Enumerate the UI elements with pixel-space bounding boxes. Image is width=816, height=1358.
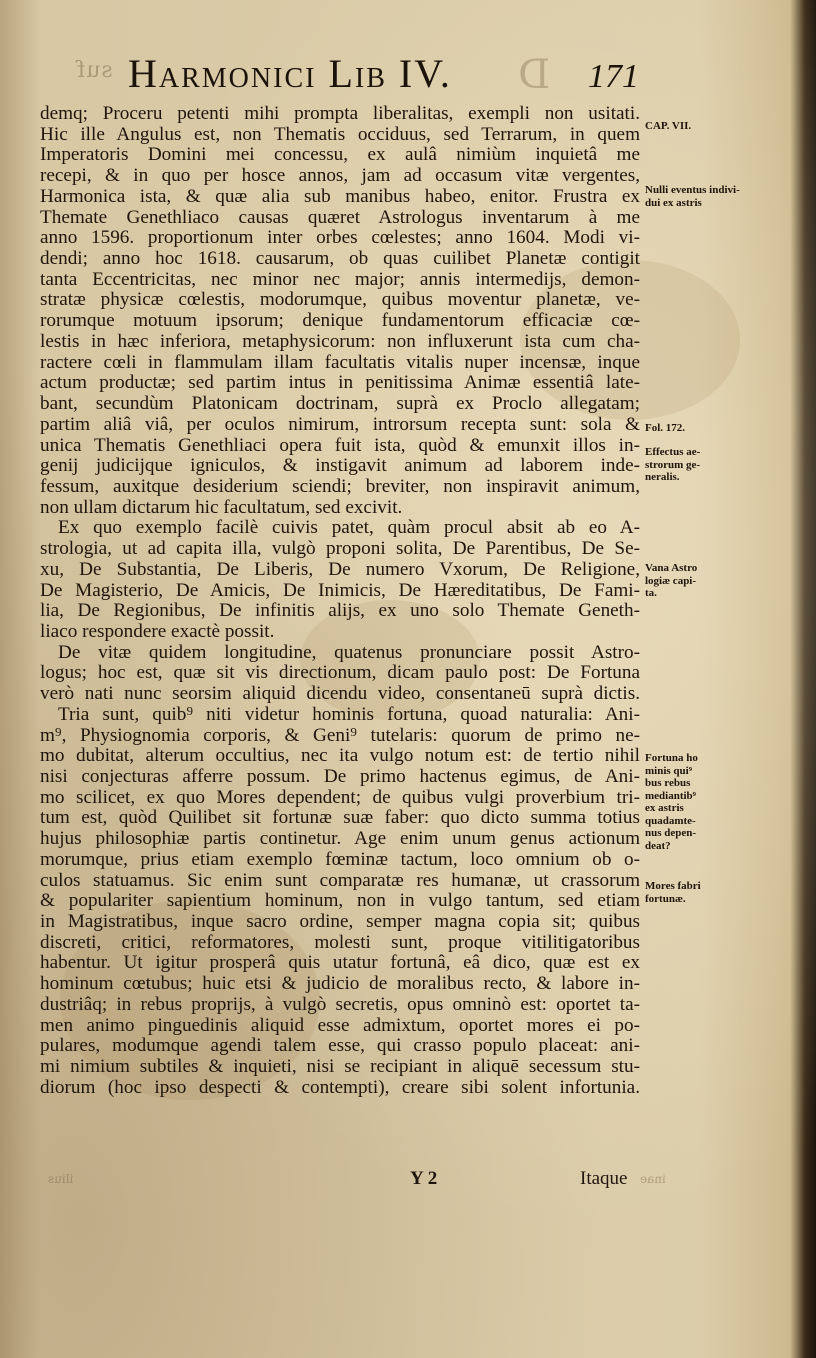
text-line: liaco respondere exactè possit. <box>40 620 275 642</box>
text-line: partim aliâ viâ, per oculos nimirum, introrsum recepta sunt: sola & <box>40 413 640 435</box>
text-line: culos statuamus. Sic enim sunt comparatæ res humanæ, ut crassorum <box>40 869 640 891</box>
body-text <box>40 104 640 1099</box>
text-line: dendi; anno hoc 1618. causarum, ob quas cuilibet Planetæ contigit <box>40 248 640 270</box>
page-number: 171 <box>588 58 639 95</box>
text-line: bant, secundùm Platonicam doctrinam, suprà ex Proclo allegatam; <box>40 393 640 415</box>
text-line: mo scilicet, ex quo Mores dependent; de quibus vulgi proverbium tri- <box>40 786 640 808</box>
text-line: hominum cœtubus; huic etsi & judicio de moralibus recto, & labore in- <box>40 973 640 995</box>
catchword: Itaque <box>580 1168 628 1189</box>
text-line: xu, De Substantia, De Liberis, De numero Vxorum, De Religione, <box>40 558 640 580</box>
bleed-through-text: suf <box>76 58 113 83</box>
margin-note-vana: Vana Astro logiæ capi- ta. <box>645 562 698 599</box>
text-line: habentur. Ut igitur prosperâ quis utatur fortunâ, eâ dico, quæ est ex <box>40 952 640 974</box>
margin-note-folio-ref: Fol. 172. <box>645 422 686 434</box>
text-line: Harmonica ista, & quæ alia sub manibus habeo, enitor. Frustra ex <box>40 185 640 207</box>
text-line: demq; Proceru petenti mihi prompta liberalitas, exempli non usitati. <box>40 103 640 124</box>
signature-mark: Y 2 <box>410 1168 438 1189</box>
text-line: Ex quo exemplo facilè cuivis patet, quàm procul absit ab eo A- <box>58 517 640 539</box>
text-line: rorumque motuum ipsorum; denique fundamentorum efficaciæ cœ- <box>40 310 640 332</box>
text-line: logus; hoc est, quæ sit vis directionum, dicam paulo post: De Fortuna <box>40 662 640 684</box>
text-line: lestis in hæc inferiora, metaphysicorum: non influxerunt ista cum cha- <box>40 330 640 352</box>
text-line: dustriâq; in rebus proprijs, à vulgò secretis, opus omninò est: oportet ta- <box>40 993 640 1015</box>
text-line: & populariter sapientium hominum, non in vulgo tantum, sed etiam <box>40 890 640 912</box>
margin-note-chapter: CAP. VII. <box>645 120 692 132</box>
text-line: Hic ille Angulus est, non Thematis occiduus, sed Terrarum, in quem <box>40 123 640 145</box>
margin-note-effectus: Effectus ae- strorum ge- neralis. <box>645 446 701 483</box>
text-line: stratæ physicæ cœlestis, modorumque, quibus moventur planetæ, ve- <box>40 289 640 311</box>
text-line: fessum, auxitque desiderium sciendi; breviter, non inspiravit animum, <box>40 475 640 497</box>
text-line: non ullam dictarum hic facultatum, sed excivit. <box>40 496 403 518</box>
text-line: mo dubitat, alterum occultius, nec ita vulgo notum est: de tertio nihil <box>40 745 640 767</box>
text-line: in Magistratibus, inque sacro ordine, semper magna copia sit; quibus <box>40 911 640 933</box>
text-line: Imperatoris Domini mei concessu, ex aulâ nimiùm inquietâ me <box>40 144 640 166</box>
margin-note-nulli: Nulli eventus indivi- dui ex astris <box>645 184 740 209</box>
text-line: Themate Genethliaco causas quæret Astrologus inventarum à me <box>40 206 640 228</box>
text-line: ractere cœli in flammulam illam facultatis vitalis nuper incensæ, inque <box>40 351 640 373</box>
text-line: tum est, quòd Quilibet sit fortunæ suæ faber: quo dicto summa totius <box>40 807 640 829</box>
margin-note-mores: Mores fabri fortunæ. <box>645 880 701 905</box>
text-line: actum productæ; sed partim intus in penitissima Animæ essentiâ late- <box>40 372 640 394</box>
text-line: morumque, prius etiam exemplo fœminæ tactum, loco omnium ob o- <box>40 848 640 870</box>
text-line: m⁹, Physiognomia corporis, & Geni⁹ tutelaris: quorum de primo ne- <box>40 724 640 746</box>
text-line: De vitæ quidem longitudine, quatenus pronunciare possit Astro- <box>58 641 640 663</box>
text-line: strologia, ut ad capita illa, vulgò proponi solita, De Parentibus, De Se- <box>40 538 640 560</box>
bleed-through-text: ilius <box>48 1172 74 1186</box>
text-line: mi nimium subtiles & inquieti, nisi se recipiant in aliquē secessum stu- <box>40 1056 640 1078</box>
text-line: Tria sunt, quib⁹ niti videtur hominis fortuna, quoad naturalia: Ani- <box>58 703 640 725</box>
text-line: genij judicijque igniculos, & instigavit animum ad laborem inde- <box>40 455 640 477</box>
text-line: men animo pinguedinis aliquid esse admixtum, oportet mores ei po- <box>40 1014 640 1036</box>
text-line: De Magisterio, De Amicis, De Inimicis, De Hæreditatibus, De Fami- <box>40 579 640 601</box>
text-line: lia, De Regionibus, De infinitis alijs, ex uno solo Themate Geneth- <box>40 600 640 622</box>
text-line: hujus philosophiæ partis continetur. Age enim unum genus actionum <box>40 828 640 850</box>
text-line: nisi conjecturas afferre possum. De primo hactenus egimus, de Ani- <box>40 766 640 787</box>
text-line: verò nati nunc seorsim aliquid dicendu video, consentaneū suprà dictis. <box>40 683 640 705</box>
running-head: Harmonici Lib IV. <box>128 51 452 96</box>
margin-note-fortuna: Fortuna ho minis qui⁹ bus rebus mediantib⁹ ex astris quadamte- nus depen- deat? <box>645 752 698 852</box>
text-line: unica Thematis Genethliaci opera fuit ista, quòd & emunxit illos in- <box>40 434 640 456</box>
bleed-through-text: inae <box>640 1172 666 1186</box>
text-line: anno 1596. proportionum inter orbes cœlestes; anno 1604. Modi vi- <box>40 227 640 249</box>
text-line: tanta Eccentricitas, nec minor nec major; annis intermedijs, demon- <box>40 268 640 290</box>
text-line: discreti, critici, reformatores, molesti sunt, proque vitilitigatoribus <box>40 931 640 953</box>
bleed-through-text: D <box>518 52 551 98</box>
text-line: pulares, modumque agendi talem esse, qui crasso populo placeat: ani- <box>40 1035 640 1057</box>
text-line: diorum (hoc ipso despecti & contempti), creare sibi solent infortunia. <box>40 1076 640 1098</box>
text-line: recepi, & in quo per hosce annos, jam ad occasum vitæ vergentes, <box>40 165 640 187</box>
